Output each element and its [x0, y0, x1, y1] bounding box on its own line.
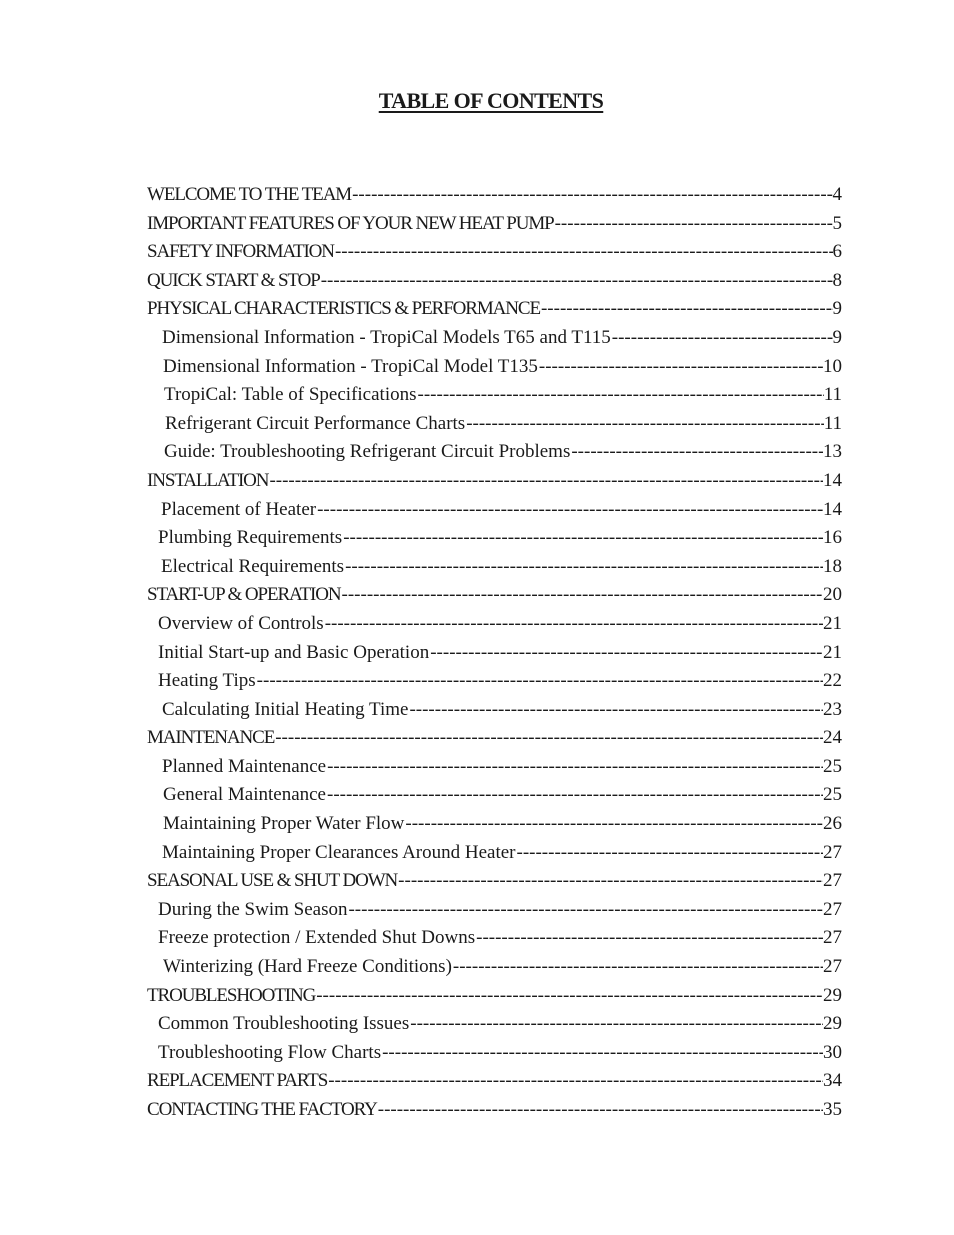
toc-entry-title: START-UP & OPERATION [147, 584, 341, 606]
toc-entry-title: TROUBLESHOOTING [147, 984, 316, 1006]
toc-leader-dashes [256, 667, 823, 696]
toc-page-number: 14 [823, 469, 842, 491]
toc-page-number: 14 [823, 498, 842, 520]
toc-entry[interactable] [147, 496, 842, 525]
toc-page-number: 20 [823, 584, 842, 606]
toc-page-number: 25 [823, 784, 842, 806]
toc-page-number: 27 [823, 870, 842, 892]
toc-entry[interactable] [147, 295, 842, 324]
toc-page-number: 25 [823, 755, 842, 777]
toc-entry-title: Freeze protection / Extended Shut Downs [158, 927, 476, 949]
toc-leader-dashes [341, 581, 823, 610]
toc-page-number: 22 [823, 670, 842, 692]
toc-entry[interactable] [147, 839, 842, 868]
toc-leader-dashes [417, 381, 824, 410]
toc-entry[interactable] [147, 438, 842, 467]
toc-page-number: 21 [823, 641, 842, 663]
toc-entry-title: Overview of Controls [158, 612, 324, 634]
toc-leader-dashes [326, 753, 823, 782]
toc-page-number: 21 [823, 612, 842, 634]
toc-entry[interactable] [147, 267, 842, 296]
toc-entry-title: Plumbing Requirements [158, 527, 343, 549]
toc-leader-dashes [516, 839, 824, 868]
toc-entry-title: Refrigerant Circuit Performance Charts [165, 412, 466, 434]
toc-leader-dashes [344, 553, 823, 582]
toc-leader-dashes [540, 295, 833, 324]
toc-page-number: 24 [823, 727, 842, 749]
toc-entry[interactable] [147, 924, 842, 953]
toc-entry-title: Calculating Initial Heating Time [162, 698, 409, 720]
toc-entry-title: INSTALLATION [147, 469, 269, 491]
toc-leader-dashes [377, 1096, 823, 1125]
toc-entry[interactable] [147, 381, 842, 410]
toc-leader-dashes [334, 238, 833, 267]
page-title-text: TABLE OF CONTENTS [378, 88, 604, 113]
toc-leader-dashes [570, 438, 823, 467]
toc-leader-dashes [316, 496, 823, 525]
toc-entry-title: Heating Tips [158, 670, 256, 692]
toc-entry[interactable] [147, 1039, 842, 1068]
toc-entry[interactable] [147, 1010, 842, 1039]
toc-leader-dashes [611, 324, 833, 353]
toc-entry-title: Planned Maintenance [162, 755, 327, 777]
toc-entry[interactable] [147, 810, 842, 839]
toc-page-number: 26 [823, 813, 842, 835]
toc-entry[interactable] [147, 867, 842, 896]
toc-leader-dashes [475, 924, 823, 953]
toc-page-number: 4 [832, 184, 842, 205]
toc-page-number: 8 [832, 269, 842, 291]
toc-entry[interactable] [147, 667, 842, 696]
toc-entry-title: QUICK START & STOP [147, 269, 320, 291]
toc-entry-title: CONTACTING THE FACTORY [147, 1099, 377, 1120]
toc-page-number: 27 [823, 841, 842, 863]
toc-leader-dashes [554, 210, 833, 239]
toc-entry-title: Dimensional Information - TropiCal Model T135 [163, 355, 538, 377]
toc-entry-title: General Maintenance [163, 784, 326, 806]
toc-entry[interactable] [147, 210, 842, 239]
toc-leader-dashes [268, 467, 823, 496]
toc-entry[interactable] [147, 581, 842, 610]
toc-page-number: 23 [823, 698, 842, 720]
toc-entry[interactable] [147, 610, 842, 639]
toc-leader-dashes [327, 1067, 823, 1096]
toc-page-number: 9 [832, 326, 842, 348]
toc-entry[interactable] [147, 524, 842, 553]
toc-page-number: 6 [832, 241, 842, 263]
toc-entry-title: PHYSICAL CHARACTERISTICS & PERFORMANCE [147, 298, 540, 320]
toc-leader-dashes [274, 724, 823, 753]
toc-entry-title: Maintaining Proper Water Flow [163, 813, 405, 835]
toc-entry[interactable] [147, 181, 842, 210]
toc-entry-title: WELCOME TO THE TEAM [147, 184, 352, 205]
toc-page-number: 18 [823, 555, 842, 577]
toc-leader-dashes [429, 639, 823, 668]
toc-entry[interactable] [147, 639, 842, 668]
toc-entry-title: Winterizing (Hard Freeze Conditions) [163, 956, 452, 978]
toc-entry-title: Common Troubleshooting Issues [158, 1013, 410, 1035]
toc-leader-dashes [347, 896, 823, 925]
toc-entry[interactable] [147, 896, 842, 925]
toc-page-number: 27 [823, 956, 842, 978]
toc-entry[interactable] [147, 467, 842, 496]
toc-entry-title: Maintaining Proper Clearances Around Heater [162, 841, 516, 863]
toc-entry[interactable] [147, 1067, 842, 1096]
toc-entry-title: SAFETY INFORMATION [147, 241, 334, 263]
toc-entry[interactable] [147, 353, 842, 382]
toc-page-number: 9 [832, 298, 842, 320]
toc-entry-title: Electrical Requirements [161, 555, 345, 577]
toc-entry[interactable] [147, 553, 842, 582]
toc-page-number: 13 [823, 441, 842, 463]
toc-entry[interactable] [147, 724, 842, 753]
toc-entry-title: TropiCal: Table of Specifications [164, 384, 417, 406]
toc-page-number: 27 [823, 927, 842, 949]
toc-entry-title: IMPORTANT FEATURES OF YOUR NEW HEAT PUMP [147, 212, 554, 234]
toc-entry-title: During the Swim Season [158, 898, 348, 920]
toc-page-number: 10 [823, 355, 842, 377]
toc-entry[interactable] [147, 753, 842, 782]
toc-page-number: 34 [823, 1070, 842, 1092]
toc-leader-dashes [409, 1010, 823, 1039]
toc-leader-dashes [381, 1039, 823, 1068]
toc-entry-title: REPLACEMENT PARTS [147, 1070, 328, 1092]
toc-leader-dashes [397, 867, 823, 896]
toc-entry[interactable] [147, 1096, 842, 1125]
toc-leader-dashes [320, 267, 833, 296]
toc-page-number: 35 [823, 1099, 842, 1120]
toc-entry-title: MAINTENANCE [147, 727, 275, 749]
toc-entry-title: Guide: Troubleshooting Refrigerant Circuit Problems [164, 441, 571, 463]
toc-page-number: 30 [823, 1041, 842, 1063]
toc-page-number: 29 [823, 984, 842, 1006]
toc-entry[interactable] [147, 696, 842, 725]
toc-page-number: 29 [823, 1013, 842, 1035]
toc-entry[interactable] [147, 238, 842, 267]
toc-page-number: 5 [832, 212, 842, 234]
table-of-contents [147, 181, 842, 1125]
toc-leader-dashes [538, 353, 823, 382]
toc-entry[interactable] [147, 410, 842, 439]
toc-entry[interactable] [147, 324, 842, 353]
toc-page-number: 27 [823, 898, 842, 920]
toc-entry[interactable] [147, 781, 842, 810]
toc-page-number: 11 [823, 384, 842, 406]
toc-entry-title: Dimensional Information - TropiCal Models T65 and T115 [162, 326, 611, 348]
toc-entry-title: Troubleshooting Flow Charts [158, 1041, 382, 1063]
toc-leader-dashes [342, 524, 823, 553]
toc-entry-title: Initial Start-up and Basic Operation [158, 641, 430, 663]
toc-entry-title: Placement of Heater [161, 498, 317, 520]
toc-leader-dashes [326, 781, 823, 810]
toc-page-number: 11 [823, 412, 842, 434]
toc-page-number: 16 [823, 527, 842, 549]
toc-entry-title: SEASONAL USE & SHUT DOWN [147, 870, 398, 892]
toc-leader-dashes [408, 696, 823, 725]
toc-leader-dashes [351, 181, 832, 210]
toc-leader-dashes [465, 410, 824, 439]
toc-leader-dashes [324, 610, 823, 639]
page-title [0, 88, 954, 114]
toc-entry[interactable] [147, 982, 842, 1011]
toc-leader-dashes [315, 982, 823, 1011]
toc-leader-dashes [404, 810, 823, 839]
toc-entry[interactable] [147, 953, 842, 982]
toc-leader-dashes [452, 953, 823, 982]
